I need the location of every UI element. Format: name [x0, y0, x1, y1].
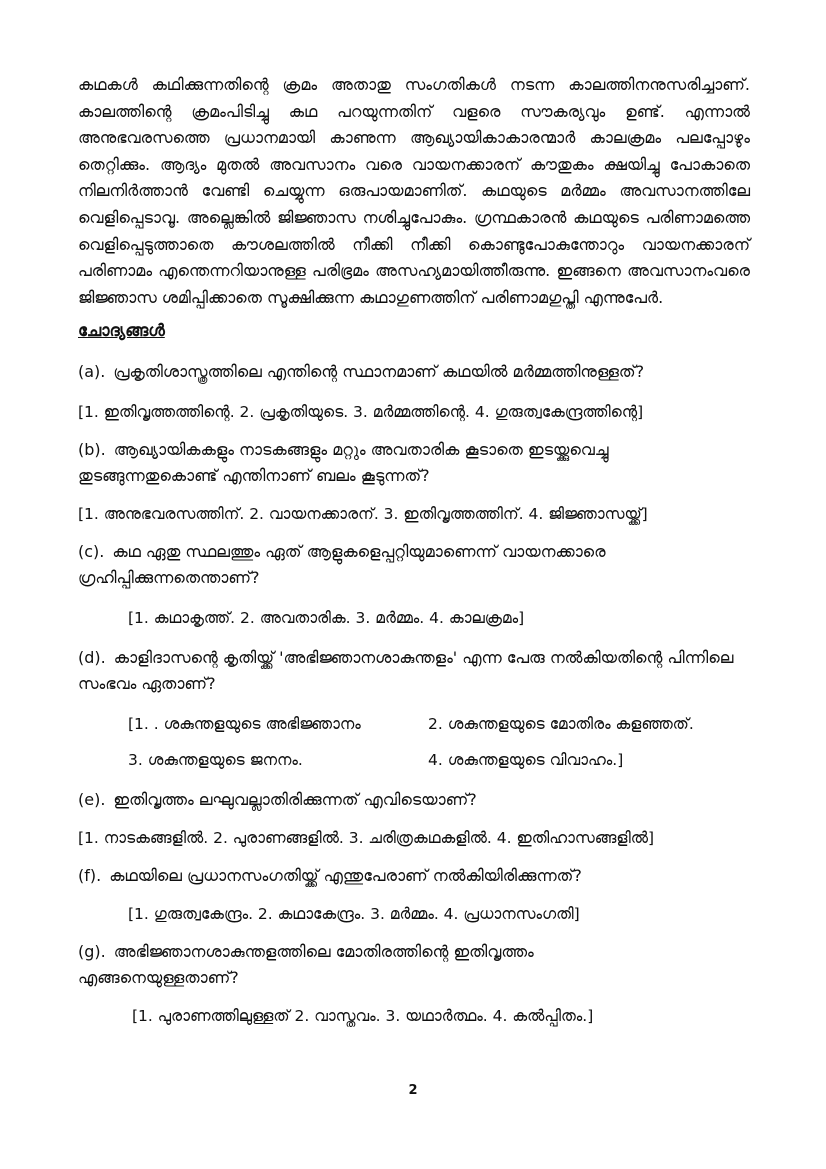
question-label: (e).: [78, 790, 106, 810]
question-options: [1. പുരാണത്തിലുള്ളത് 2. വാസ്തവം. 3. യഥാർത്ഥം. 4. കൽപ്പിതം.]: [132, 1007, 594, 1026]
question-options: [1. കഥാകൃത്ത്. 2. അവതാരിക. 3. മർമ്മം. 4. കാലക്രമം]: [128, 609, 525, 628]
question-text: പ്രകൃതിശാസ്ത്രത്തിലെ എന്തിന്റെ സ്ഥാനമാണ് കഥയിൽ മർമ്മത്തിനുള്ളത്?: [113, 362, 645, 382]
question-options: [1. ഇതിവൃത്തത്തിന്റെ. 2. പ്രകൃതിയുടെ. 3. മർമ്മത്തിന്റെ. 4. ഗുരുത്വകേന്ദ്രത്തിന്റെ]: [78, 403, 644, 422]
question-label: (g).: [78, 942, 106, 962]
question-label: (b).: [78, 440, 106, 460]
question-label: (c).: [78, 542, 105, 562]
option-2: 2. ശകുന്തളയുടെ മോതിരം കളഞ്ഞത്.: [428, 715, 694, 734]
question-options: [1. അനുഭവരസത്തിന്. 2. വായനക്കാരന്. 3. ഇതിവൃത്തത്തിന്. 4. ജിജ്ഞാസയ്ക്ക്]: [78, 505, 648, 524]
question-text: കഥ ഏതു സ്ഥലത്തും ഏത് ആളുകളെപ്പറ്റിയുമാണെന്ന് വായനക്കാരെ ഗ്രഹിപ്പിക്കുന്നതെന്താണ്?: [78, 542, 606, 588]
question-b: [78, 437, 750, 527]
question-text: ഇതിവൃത്തം ലഘുവല്ലാതിരിക്കുന്നത് എവിടെയാണ്?: [113, 790, 477, 810]
question-options: [1. നാടകങ്ങളിൽ. 2. പുരാണങ്ങളിൽ. 3. ചരിത്രകഥകളിൽ. 4. ഇതിഹാസങ്ങളിൽ]: [78, 829, 655, 848]
question-label: (d).: [78, 648, 106, 668]
passage-paragraph: കഥകൾ കഥിക്കുന്നതിന്റെ ക്രമം അതാതു സംഗതികൾ നടന്ന കാലത്തിനനുസരിച്ചാണ്. കാലത്തിന്റെ ക്രമംപിടിച്ചു കഥ പറയുന്നതിന് വളരെ സൗകര്യവും ഉണ്ട്. എന്നാൽ അനുഭവരസത്തെ പ്രധാനമായി കാണുന്ന ആഖ്യായികാകാരന്മാർ കാലക്രമം പലപ്പോഴും തെറ്റിക്കും. ആദ്യം മുതൽ അവസാനം വരെ വായനക്കാരന് കൗതുകം ക്ഷയിച്ചു പോകാതെ നിലനിർത്താൻ വേണ്ടി ചെയ്യുന്ന ഒരുപായമാണിത്. കഥയുടെ മർമ്മം അവസാനത്തിലേ വെളിപ്പെടാവൂ. അല്ലെങ്കിൽ ജിജ്ഞാസ നശിച്ചുപോകും. ഗ്രന്ഥകാരൻ കഥയുടെ പരിണാമത്തെ വെളിപ്പെടുത്താതെ കൗശലത്തിൽ നീക്കി നീക്കി കൊണ്ടുപോകുന്തോറും വായനക്കാരന് പരിണാമം എന്തെന്നറിയാനുള്ള പരിഭ്രമം അസഹ്യമായിത്തീരുന്നു. ഇങ്ങനെ അവസാനംവരെ ജിജ്ഞാസ ശമിപ്പിക്കാതെ സൂക്ഷിക്കുന്ന കഥാഗുണത്തിന് പരിണാമഗുപ്തി എന്നുപേർ.: [78, 75, 750, 307]
question-f: [78, 863, 750, 927]
question-label: (a).: [78, 362, 106, 382]
option-3: 3. ശകുന്തളയുടെ ജനനം.: [128, 751, 303, 770]
option-4: 4. ശകുന്തളയുടെ വിവാഹം.]: [428, 751, 624, 770]
question-a: [78, 359, 750, 425]
question-c: [78, 539, 750, 631]
document-page: [78, 72, 750, 1029]
question-text: അഭിജ്ഞാനശാകുന്തളത്തിലെ മോതിരത്തിന്റെ ഇതിവൃത്തം എങ്ങനെയുള്ളതാണ്?: [78, 942, 534, 988]
question-text: ആഖ്യായികകളും നാടകങ്ങളും മറ്റും അവതാരിക കൂടാതെ ഇടയ്ക്കുവെച്ചു തുടങ്ങുന്നതുകൊണ്ട് എന്തിനാണ് ബലം കൂടുന്നത്?: [78, 440, 609, 486]
question-text: കാളിദാസന്റെ കൃതിയ്ക്ക് 'അഭിജ്ഞാനശാകുന്തളം' എന്ന പേരു നൽകിയതിന്റെ പിന്നിലെ സംഭവം ഏതാണ്?: [78, 648, 734, 694]
question-e: [78, 787, 750, 851]
options-row-2: [78, 747, 750, 773]
option-1: [1. . ശകുന്തളയുടെ അഭിജ്ഞാനം: [128, 715, 361, 734]
page-number: 2: [408, 1083, 418, 1098]
question-g: [78, 939, 750, 1029]
question-text: കഥയിലെ പ്രധാനസംഗതിയ്ക്ക് എന്തുപേരാണ് നൽകിയിരിക്കുന്നത്?: [109, 866, 582, 886]
question-d: [78, 645, 750, 773]
question-options: [1. ഗുരുത്വകേന്ദ്രം. 2. കഥാകേന്ദ്രം. 3. മർമ്മം. 4. പ്രധാനസംഗതി]: [128, 905, 580, 924]
options-row-1: [78, 711, 750, 737]
questions-heading: ചോദ്യങ്ങൾ: [78, 321, 165, 341]
question-label: (f).: [78, 866, 102, 886]
